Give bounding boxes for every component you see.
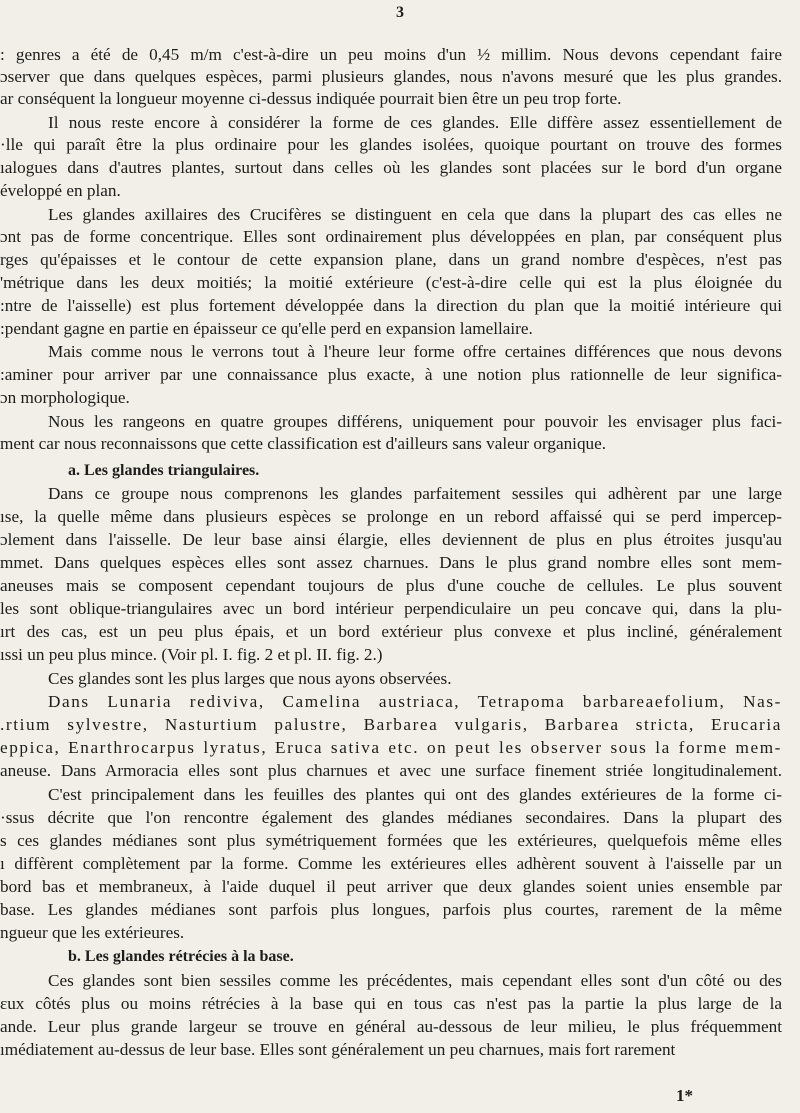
text-line: ment car nous reconnaissons que cette classification est d'ailleurs sans valeur organique.	[0, 434, 607, 453]
section-heading: a. Les glandes triangulaires.	[68, 462, 260, 479]
text-line: Dans Lunaria rediviva, Camelina austriaca, Tetrapoma barbareaefolium, Nas-	[48, 692, 782, 711]
text-line: mmet. Dans quelques espèces elles sont assez charnues. Dans le plus grand nombre elles sont mem-	[0, 553, 782, 572]
text-line: Mais comme nous le verrons tout à l'heure leur forme offre certaines différences que nous devons	[48, 342, 782, 361]
signature-mark: 1*	[676, 1086, 693, 1105]
text-line: ·ssus décrite que l'on rencontre également des glandes médianes secondaires. Dans la plupart des	[0, 808, 782, 827]
text-line: C'est principalement dans les feuilles des plantes qui ont des glandes extérieures de la forme ci-	[48, 785, 782, 804]
text-line: Dans ce groupe nous comprenons les glandes parfaitement sessiles qui adhèrent par une large	[48, 484, 782, 503]
text-line: eppica, Enarthrocarpus lyratus, Eruca sativa etc. on peut les observer sous la forme mem-	[0, 738, 782, 757]
text-line: : genres a été de 0,45 m/m c'est-à-dire un peu moins d'un ½ millim. Nous devons cependant faire	[0, 45, 782, 64]
text-line: ande. Leur plus grande largeur se trouve en général au-dessous de leur milieu, le plus fréquemment	[0, 1017, 782, 1036]
text-line: ɛux côtés plus ou moins rétrécies à la base qui en tous cas n'est pas la partie la plus large de la	[0, 994, 782, 1013]
text-line: ıse, la quelle même dans plusieurs espèces se prolonge en un rebord affaissé qui se perd impercep-	[0, 507, 782, 526]
text-line: ıssi un peu plus mince. (Voir pl. I. fig. 2 et pl. II. fig. 2.)	[0, 645, 383, 664]
page-number: 3	[396, 4, 404, 21]
text-line: ngueur que les extérieures.	[0, 923, 185, 942]
text-line: 'métrique dans les deux moitiés; la moitié extérieure (c'est-à-dire celle qui est la plus éloignée du	[0, 273, 782, 292]
text-line: ɔlement dans l'aisselle. De leur base ainsi élargie, elles deviennent de plus en plus étroites jusqu'au	[0, 530, 782, 549]
text-line: ·lle qui paraît être la plus ordinaire pour les glandes isolées, quoique pourtant on trouve des formes	[0, 135, 782, 154]
text-line: les sont oblique-triangulaires avec un bord intérieur perpendiculaire un peu concave qui, dans la plu-	[0, 599, 782, 618]
text-line: ıalogues dans d'autres plantes, surtout dans celles où les glandes sont placées sur le bord d'un organe	[0, 158, 782, 177]
text-line: .rtium sylvestre, Nasturtium palustre, Barbarea vulgaris, Barbarea stricta, Erucaria	[0, 715, 782, 734]
text-line: ırt des cas, est un peu plus épais, et un bord extérieur plus convexe et plus incliné, généralement	[0, 622, 782, 641]
text-line: Il nous reste encore à considérer la forme de ces glandes. Elle diffère assez essentiellement de	[48, 113, 782, 132]
text-line: Les glandes axillaires des Crucifères se distinguent en cela que dans la plupart des cas elles ne	[48, 205, 782, 224]
text-line: rges qu'épaisses et le contour de cette expansion plane, dans un grand nombre d'espèces, n'est pas	[0, 250, 782, 269]
text-line: ı diffèrent complètement par la forme. Comme les extérieures elles adhèrent souvent à l'aisselle par un	[0, 854, 782, 873]
text-line: ar conséquent la longueur moyenne ci-dessus indiquée pourrait bien être un peu trop forte.	[0, 89, 622, 108]
text-line: Ces glandes sont bien sessiles comme les précédentes, mais cependant elles sont d'un côté ou des	[48, 971, 782, 990]
text-line: éveloppé en plan.	[0, 181, 121, 200]
text-line: ɔserver que dans quelques espèces, parmi plusieurs glandes, nous n'avons mesuré que les plus grandes.	[0, 67, 782, 86]
text-line: ɔnt pas de forme concentrique. Elles sont ordinairement plus développées en plan, par conséquent plus	[0, 227, 782, 246]
text-line: s ces glandes médianes sont plus symétriquement formées que les extérieures, quelquefois même elles	[0, 831, 782, 850]
text-line: Ces glandes sont les plus larges que nous ayons observées.	[48, 669, 452, 688]
text-line: ımédiatement au-dessus de leur base. Elles sont généralement un peu charnues, mais fort rarement	[0, 1040, 676, 1059]
text-line: :pendant gagne en partie en épaisseur ce qu'elle perd en expansion lamellaire.	[0, 319, 533, 338]
text-line: :ntre de l'aisselle) est plus fortement développée dans la direction du plan que la moitié intérieure qui	[0, 296, 782, 315]
text-line: bord bas et membraneux, à l'aide duquel il peut arriver que deux glandes soient unies ensemble par	[0, 877, 782, 896]
text-line: Nous les rangeons en quatre groupes différens, uniquement pour pouvoir les envisager plus faci-	[48, 412, 782, 431]
text-line: ɔn morphologique.	[0, 388, 130, 407]
section-heading: b. Les glandes rétrécies à la base.	[68, 948, 294, 965]
text-line: :aminer pour arriver par une connaissance plus exacte, à une notion plus rationnelle de leur significa-	[0, 365, 782, 384]
text-line: base. Les glandes médianes sont parfois plus longues, parfois plus courtes, rarement de la même	[0, 900, 782, 919]
text-line: aneuse. Dans Armoracia elles sont plus charnues et avec une surface finement striée longitudinalement.	[0, 761, 782, 780]
text-line: aneuses mais se composent cependant toujours de plus d'une couche de cellules. Le plus souvent	[0, 576, 782, 595]
